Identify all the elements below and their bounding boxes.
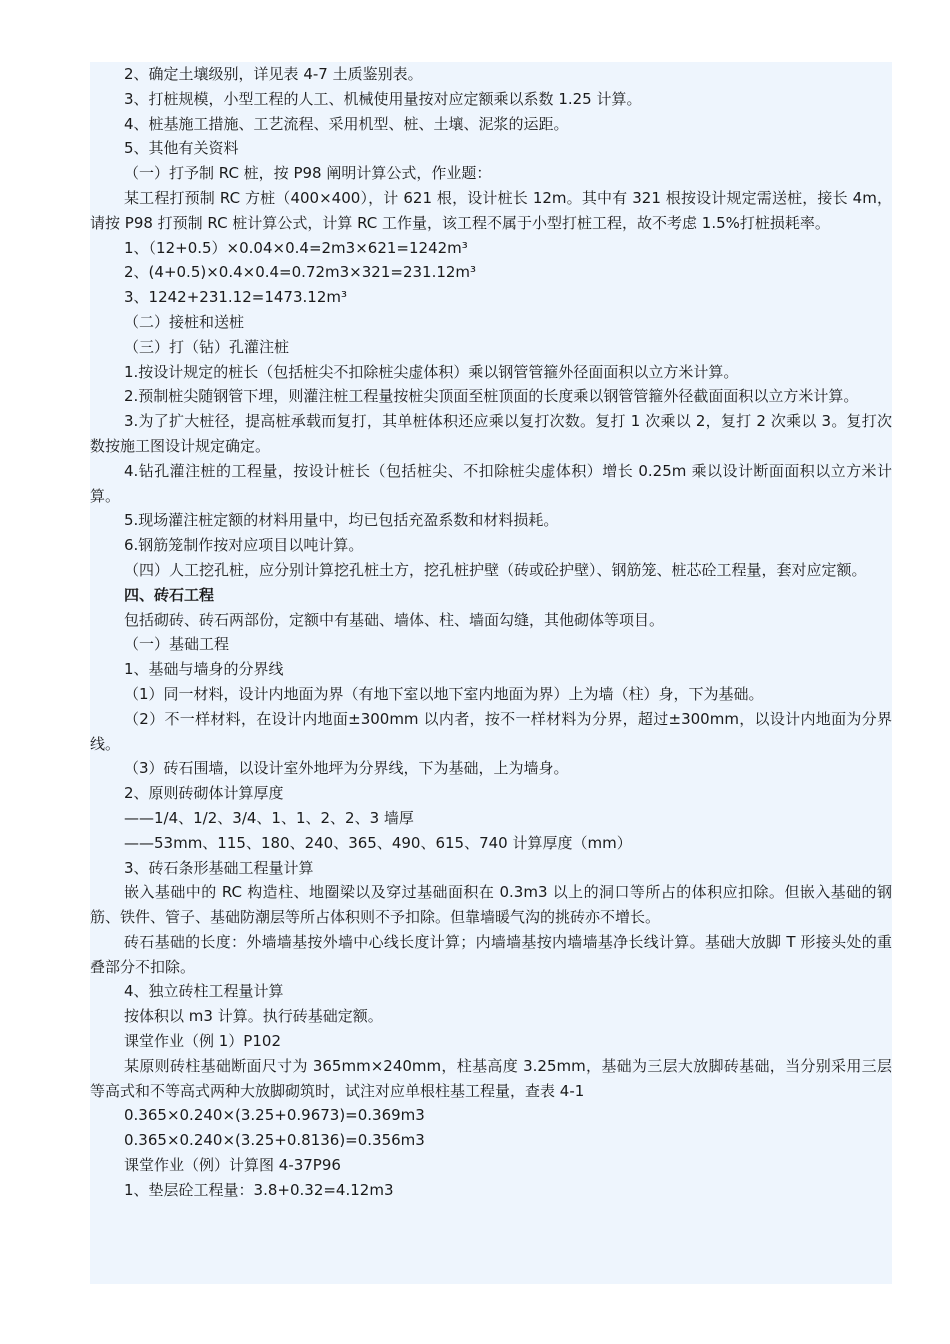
paragraph: （一）打予制 RC 桩，按 P98 阐明计算公式，作业题： — [124, 164, 492, 183]
paragraph: 嵌入基础中的 RC 构造柱、地圈梁以及穿过基础面积在 0.3m3 以上的洞口等所占的体积应扣除。但嵌入基础的钢筋、铁件、管子、基础防潮层等所占体积则不予扣除。但靠墙暖气沟的挑砖亦不增长。 — [90, 883, 892, 927]
paragraph: （3）砖石围墙，以设计室外地坪为分界线，下为基础，上为墙身。 — [124, 759, 569, 778]
paragraph: ——1/4、1/2、3/4、1、1、2、2、3 墙厚 — [124, 808, 414, 827]
paragraph: 6.钢筋笼制作按对应项目以吨计算。 — [124, 536, 364, 555]
paragraph: （2）不一样材料，在设计内地面±300mm 以内者，按不一样材料为分界，超过±300mm，以设计内地面为分界线。 — [90, 709, 892, 753]
document-body — [90, 62, 892, 1284]
paragraph: （二）接桩和送桩 — [124, 312, 245, 331]
paragraph: 4.钻孔灌注桩的工程量，按设计桩长（包括桩尖、不扣除桩尖虚体积）增长 0.25m 乘以设计断面面积以立方米计算。 — [90, 461, 892, 505]
paragraph: 5、其他有关资料 — [124, 139, 239, 158]
paragraph: 课堂作业（例 1）P102 — [124, 1032, 281, 1051]
paragraph: （1）同一材料，设计内地面为界（有地下室以地下室内地面为界）上为墙（柱）身，下为基础。 — [124, 684, 764, 703]
paragraph: 3、砖石条形基础工程量计算 — [124, 858, 314, 877]
paragraph: 1、（12+0.5）×0.04×0.4=2m3×621=1242m³ — [124, 238, 468, 257]
section-heading: 四、砖石工程 — [124, 585, 215, 604]
paragraph: 4、独立砖柱工程量计算 — [124, 982, 284, 1001]
paragraph: 0.365×0.240×(3.25+0.8136)=0.356m3 — [124, 1131, 425, 1150]
paragraph: 3、打桩规模，小型工程的人工、机械使用量按对应定额乘以系数 1.25 计算。 — [124, 89, 642, 108]
paragraph: 某原则砖柱基础断面尺寸为 365mm×240mm，柱基高度 3.25mm，基础为三层大放脚砖基础，当分别采用三层等高式和不等高式两种大放脚砌筑时，试注对应单根柱基工程量，查表 4-1 — [90, 1056, 892, 1100]
paragraph: 某工程打预制 RC 方桩（400×400），计 621 根，设计桩长 12m。其中有 321 根按设计规定需送桩，接长 4m，请按 P98 打预制 RC 桩计算公式，计算 RC 工作量，该工程不属于小型打桩工程，故不考虑 1.5%打桩损耗率。 — [90, 188, 892, 232]
paragraph: 3.为了扩大桩径，提高桩承载而复打，其单桩体积还应乘以复打次数。复打 1 次乘以 2，复打 2 次乘以 3。复打次数按施工图设计规定确定。 — [90, 412, 892, 455]
paragraph: （三）打（钻）孔灌注桩 — [124, 337, 290, 356]
paragraph: 包括砌砖、砖石两部份，定额中有基础、墙体、柱、墙面勾缝，其他砌体等项目。 — [124, 610, 665, 629]
paragraph: 3、1242+231.12=1473.12m³ — [124, 288, 347, 307]
paragraph: 课堂作业（例）计算图 4-37P96 — [124, 1156, 341, 1175]
paragraph: 1、基础与墙身的分界线 — [124, 660, 284, 679]
paragraph: 2、确定土壤级别，详见表 4-7 土质鉴别表。 — [124, 65, 423, 83]
paragraph: 1、垫层砼工程量：3.8+0.32=4.12m3 — [124, 1180, 394, 1199]
paragraph: 0.365×0.240×(3.25+0.9673)=0.369m3 — [124, 1106, 425, 1125]
paragraph: 1.按设计规定的桩长（包括桩尖不扣除桩尖虚体积）乘以钢管管箍外径面面积以立方米计算。 — [124, 362, 739, 381]
paragraph: 2、原则砖砌体计算厚度 — [124, 784, 284, 803]
paragraph: 5.现场灌注桩定额的材料用量中，均已包括充盈系数和材料损耗。 — [124, 511, 559, 530]
paragraph: 按体积以 m3 计算。执行砖基础定额。 — [124, 1007, 383, 1026]
paragraph: （一）基础工程 — [124, 635, 230, 654]
paragraph: 砖石基础的长度：外墙墙基按外墙中心线长度计算；内墙墙基按内墙墙基净长线计算。基础大放脚 T 形接头处的重叠部分不扣除。 — [90, 932, 892, 976]
paragraph: 4、桩基施工措施、工艺流程、采用机型、桩、土壤、泥浆的运距。 — [124, 114, 569, 133]
paragraph: ——53mm、115、180、240、365、490、615、740 计算厚度（mm） — [124, 833, 632, 852]
paragraph: 2、(4+0.5)×0.4×0.4=0.72m3×321=231.12m³ — [124, 263, 477, 282]
paragraph: 2.预制桩尖随钢管下埋，则灌注桩工程量按桩尖顶面至桩顶面的长度乘以钢管管箍外径截面面积以立方米计算。 — [124, 387, 859, 406]
paragraph: （四）人工挖孔桩，应分别计算挖孔桩土方，挖孔桩护壁（砖或砼护壁）、钢筋笼、桩芯砼工程量，套对应定额。 — [124, 560, 867, 579]
